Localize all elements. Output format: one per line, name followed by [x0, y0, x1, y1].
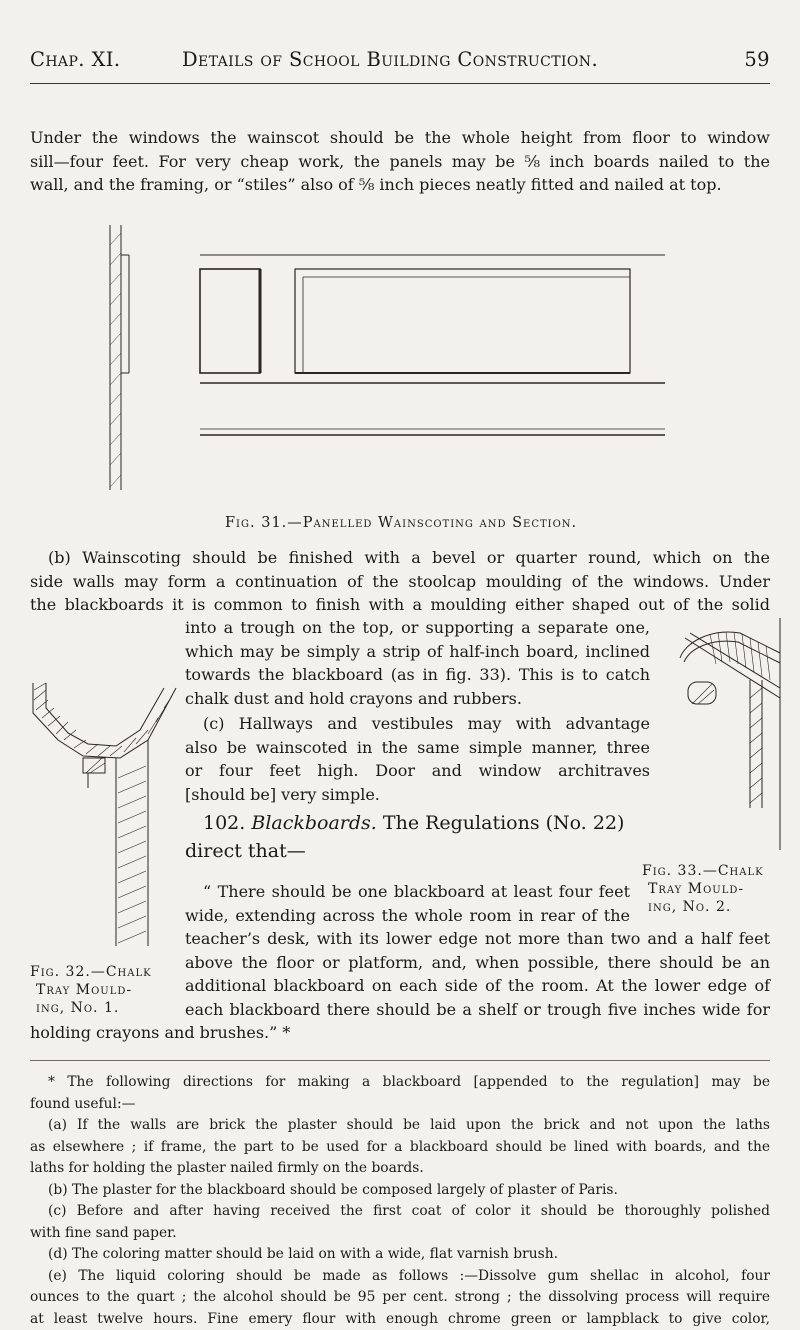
figure-32-caption [30, 963, 152, 1017]
text-line: wall, and the framing, or “stiles” also of ⅝ inch pieces neatly fitted and nailed at top. [30, 173, 770, 197]
text-line: (b) Wainscoting should be finished with a bevel or quarter round, which on the [30, 546, 770, 570]
text-line: side walls may form a continuation of the stoolcap moulding of the windows. Under [30, 570, 770, 594]
figure-31-caption: Fig. 31.—Panelled Wainscoting and Section. [225, 515, 577, 531]
footnote [30, 1072, 770, 1330]
section-title: Blackboards. [251, 812, 377, 834]
center-column [185, 616, 650, 710]
footnote-line: (b) The plaster for the blackboard should be composed largely of plaster of Paris. [30, 1180, 770, 1202]
text-line: towards the blackboard (as in fig. 33). This is to catch [185, 663, 650, 687]
caption-line: Fig. 33.—Chalk [642, 862, 764, 880]
text-line: also be wainscoted in the same simple manner, three [185, 736, 650, 760]
quote-end [30, 1021, 770, 1045]
header-rule [30, 83, 770, 84]
quote-block-bottom [185, 927, 770, 1021]
footnote-rule [30, 1060, 770, 1061]
figure-33-drawing [650, 618, 790, 858]
figure-33-caption [642, 862, 764, 916]
caption-line: Fig. 32.—Chalk [30, 963, 152, 981]
footnote-line: as elsewhere ; if frame, the part to be used for a blackboard should be lined with boards, and the [30, 1137, 770, 1159]
text-line: wide, extending across the whole room in rear of the [185, 904, 630, 928]
quote-block-top [185, 880, 630, 927]
footnote-line: found useful:— [30, 1094, 770, 1116]
footnote-line: at least twelve hours. Fine emery flour with enough chrome green or lampblack to give color, [30, 1309, 770, 1330]
figure-31-drawing [105, 225, 785, 495]
text-line: the blackboards it is common to finish with a moulding either shaped out of the solid [30, 593, 770, 617]
caption-line: Tray Mould- [642, 880, 764, 898]
text-line: [should be] very simple. [185, 783, 650, 807]
figure-32-drawing [28, 678, 178, 958]
text-line: which may be simply a strip of half-inch board, inclined [185, 640, 650, 664]
section-number: 102. [203, 812, 245, 834]
header-title: Details of School Building Construction. [182, 48, 598, 71]
text-line: (c) Hallways and vestibules may with advantage [185, 712, 650, 736]
text-line: sill—four feet. For very cheap work, the panels may be ⅝ inch boards nailed to the [30, 150, 770, 174]
text-line: or four feet high. Door and window architraves [185, 759, 650, 783]
caption-line: ing, No. 1. [30, 999, 152, 1017]
text-line: holding crayons and brushes.” * [30, 1021, 770, 1045]
text-line: into a trough on the top, or supporting a separate one, [185, 616, 650, 640]
section-102-heading [203, 812, 624, 834]
footnote-line: laths for holding the plaster nailed firmly on the boards. [30, 1158, 770, 1180]
footnote-line: (a) If the walls are brick the plaster should be laid upon the brick and not upon the laths [30, 1115, 770, 1137]
page-number: 59 [744, 48, 770, 71]
caption-line: Tray Mould- [30, 981, 152, 999]
text-line: chalk dust and hold crayons and rubbers. [185, 687, 650, 711]
paragraph-c [185, 712, 650, 806]
text-line: teacher’s desk, with its lower edge not more than two and a half feet [185, 927, 770, 951]
text-line: additional blackboard on each side of the room. At the lower edge of [185, 974, 770, 998]
caption-line: ing, No. 2. [642, 898, 764, 916]
footnote-line: (c) Before and after having received the first coat of color it should be thoroughly polished [30, 1201, 770, 1223]
footnote-line: ounces to the quart ; the alcohol should be 95 per cent. strong ; the dissolving process will require [30, 1287, 770, 1309]
footnote-line: * The following directions for making a blackboard [appended to the regulation] may be [30, 1072, 770, 1094]
chapter-label: Chap. XI. [30, 48, 120, 71]
footnote-line: (d) The coloring matter should be laid on with a wide, flat varnish brush. [30, 1244, 770, 1266]
text-line: Under the windows the wainscot should be the whole height from floor to window [30, 126, 770, 150]
text-line: above the floor or platform, and, when possible, there should be an [185, 951, 770, 975]
section-102-line2: direct that— [185, 840, 306, 862]
paragraph-b [30, 546, 770, 617]
footnote-line: (e) The liquid coloring should be made as follows :—Dissolve gum shellac in alcohol, four [30, 1266, 770, 1288]
text-line: “ There should be one blackboard at least four feet [185, 880, 630, 904]
footnote-line: with fine sand paper. [30, 1223, 770, 1245]
text-line: each blackboard there should be a shelf or trough five inches wide for [185, 998, 770, 1022]
section-rest: The Regulations (No. 22) [383, 812, 625, 834]
intro-paragraph [30, 126, 770, 197]
